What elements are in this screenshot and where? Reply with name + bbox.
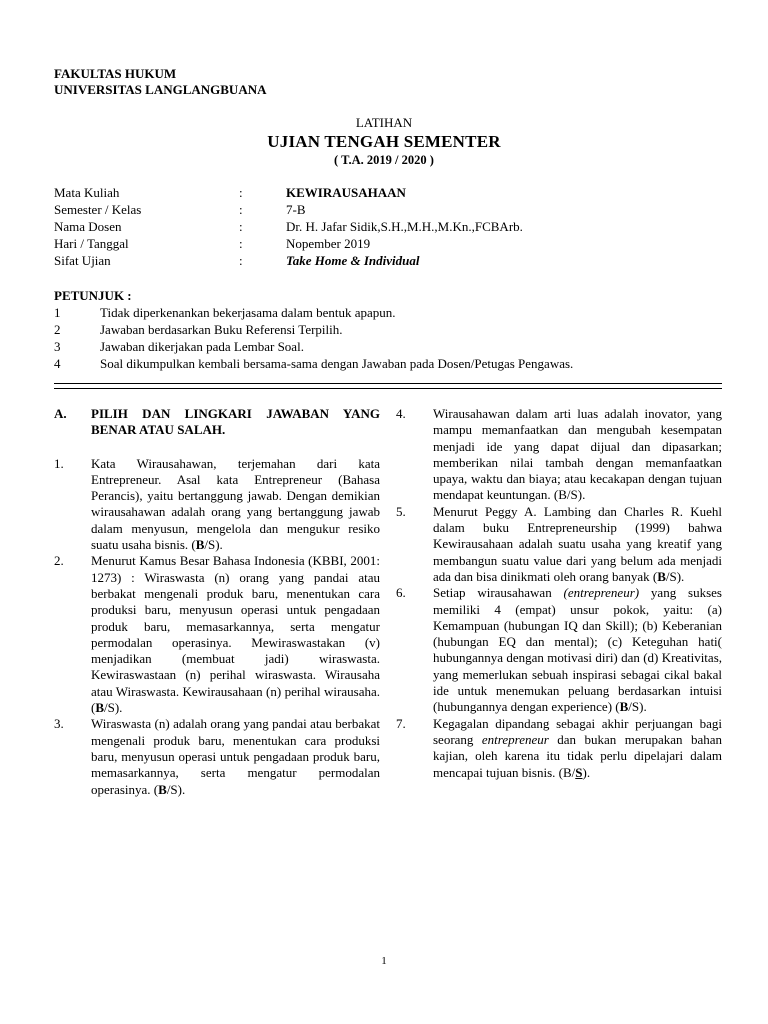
university-name: UNIVERSITAS LANGLANGBUANA	[54, 82, 267, 97]
divider-top	[54, 383, 722, 384]
question-item: 1. Kata Wirausahawan, terjemahan dari kata Entrepreneur. Asal kata Entrepreneur (Bahasa Perancis), yaitu bertanggung jawab. Dengan demikian wirausahawan adalah orang yang bertanggung jawab dalam menyusun, mengelola dan mengukur resiko suatu usaha bisnis. (B/S).	[54, 455, 380, 553]
info-row-semester: Semester / Kelas : 7-B	[54, 202, 306, 217]
section-a-heading: A. PILIH DAN LINGKARI JAWABAN YANG BENAR ATAU SALAH.	[54, 406, 380, 438]
info-label: Mata Kuliah	[54, 185, 120, 200]
left-column	[54, 406, 380, 798]
info-row-lecturer: Nama Dosen : Dr. H. Jafar Sidik,S.H.,M.H.,M.Kn.,FCBArb.	[54, 219, 523, 234]
info-value: Take Home & Individual	[286, 253, 420, 268]
latihan-label: LATIHAN	[355, 115, 413, 130]
question-item: 7. Kegagalan dipandang sebagai akhir perjuangan bagi seorang entrepreneur dan bukan merupakan bahan kajian, oleh karena itu tidak perlu dipelajari dalam mencapai tujuan bisnis. (B/S).	[396, 715, 722, 780]
faculty-name: FAKULTAS HUKUM	[54, 66, 177, 81]
info-value: Nopember 2019	[286, 236, 371, 251]
exam-title: UJIAN TENGAH SEMENTER	[267, 132, 501, 151]
info-value: 7-B	[286, 202, 306, 217]
question-item: 5. Menurut Peggy A. Lambing dan Charles R. Kuehl dalam buku Entrepreneurship (1999) bahwa Kewirausahaan adalah suatu usaha yang kreatif yang membangun suatu value dari yang belum ada menjadi ada dan bisa dinikmati oleh orang banyak (B/S).	[396, 503, 722, 584]
info-row-date: Hari / Tanggal : Nopember 2019	[54, 236, 371, 251]
info-value: KEWIRAUSAHAAN	[286, 185, 406, 200]
question-item: 4. Wirausahawan dalam arti luas adalah inovator, yang mampu memanfaatkan dan mengubah kesempatan menjadi ide yang dapat dijual dan dipasarkan; memberikan nilai tambah dengan memanfaatkan upaya, waktu dan biaya; atau kecakapan dengan tujuan mendapat keuntungan. (B/S).	[396, 406, 722, 503]
divider-bottom	[54, 388, 722, 389]
right-column	[396, 406, 722, 781]
info-label: Sifat Ujian	[54, 253, 111, 268]
page-number: 1	[381, 955, 387, 967]
question-item: 2. Menurut Kamus Besar Bahasa Indonesia (KBBI, 2001: 1273) : Wiraswasta (n) orang yang pandai atau berbakat mengenali produk baru, menentukan cara produksi baru, menyusun operasi untuk pengadaan produk baru, memasarkannya, serta mengatur permodalan operasinya. Mewiraswastakan (v) menjadikan (membuat jadi) wiraswasta. Kewiraswastaan (n) perihal wiraswasta. Wirausaha atau Wiraswasta. Kewirausahaan (n) perihal wirausaha. (B/S).	[54, 553, 380, 716]
question-item: 6. Setiap wirausahawan (entrepreneur) yang sukses memiliki 4 (empat) unsur pokok, yaitu: (a) Kemampuan (hubungan IQ dan Skill); (b) Keberanian (hubungan EQ dan mental); (c) Keteguhan hati( hubungannya dengan motivasi diri) dan (d) Kreativitas, yang memerlukan sebuah inspirasi sebagai cikal bakal ide untuk menemukan peluang berdasarkan intuisi (hubungannya dengan experience) (B/S).	[396, 585, 722, 715]
instructions-heading: PETUNJUK :	[54, 288, 132, 303]
instruction-item: 2 Jawaban berdasarkan Buku Referensi Terpilih.	[54, 322, 343, 337]
question-item: 3. Wiraswasta (n) adalah orang yang pandai atau berbakat mengenali produk baru, menentukan cara produksi baru, menyusun operasi untuk pengadaan produk baru, memasarkannya, serta mengatur permodalan operasinya. (B/S).	[54, 716, 380, 797]
info-label: Nama Dosen	[54, 219, 122, 234]
info-label: Hari / Tanggal	[54, 236, 129, 251]
instruction-item: 1 Tidak diperkenankan bekerjasama dalam bentuk apapun.	[54, 305, 396, 320]
info-value: Dr. H. Jafar Sidik,S.H.,M.H.,M.Kn.,FCBArb.	[286, 219, 523, 234]
instructions	[54, 287, 714, 372]
academic-year: ( T.A. 2019 / 2020 )	[334, 153, 434, 167]
exam-info-table	[54, 184, 674, 269]
info-row-nature: Sifat Ujian : Take Home & Individual	[54, 253, 420, 268]
info-row-course: Mata Kuliah : KEWIRAUSAHAAN	[54, 185, 406, 200]
instruction-item: 3 Jawaban dikerjakan pada Lembar Soal.	[54, 339, 304, 354]
instruction-item: 4 Soal dikumpulkan kembali bersama-sama dengan Jawaban pada Dosen/Petugas Pengawas.	[54, 356, 574, 371]
institution-header	[54, 66, 267, 98]
info-label: Semester / Kelas	[54, 202, 142, 217]
